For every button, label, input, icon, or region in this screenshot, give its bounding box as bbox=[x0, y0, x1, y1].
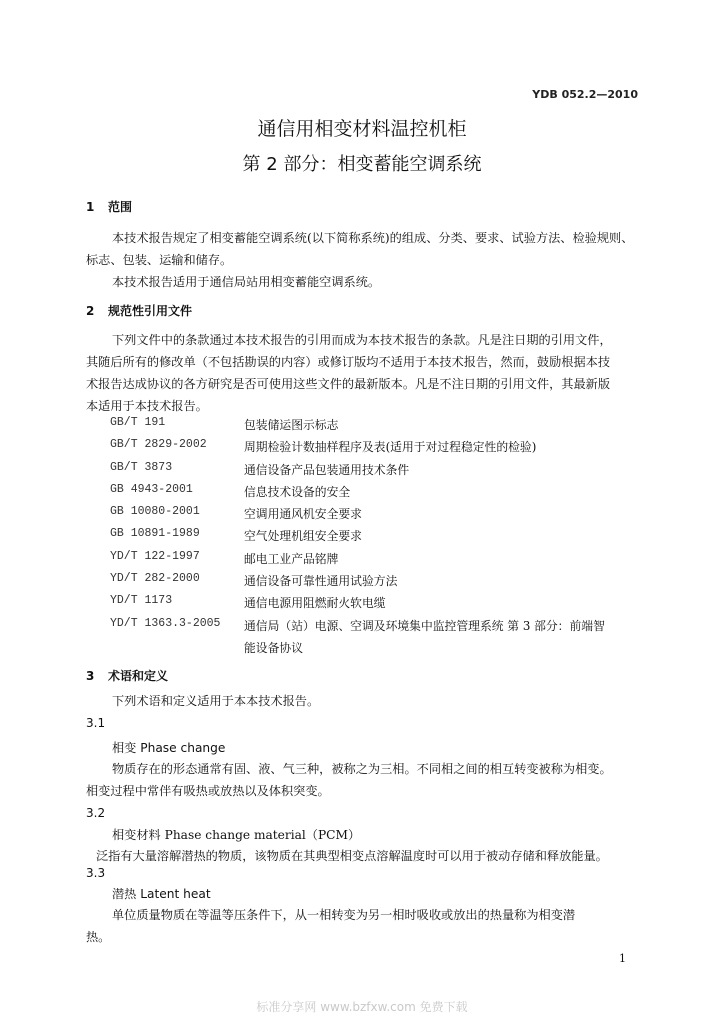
term-definition bbox=[86, 758, 642, 802]
reference-name: 空调用通风机安全要求 bbox=[244, 507, 362, 522]
scope-line-2: 标志、包装、运输和储存。 bbox=[86, 253, 233, 267]
reference-item bbox=[110, 505, 640, 527]
reference-item bbox=[110, 461, 640, 483]
definition-line: 物质存在的形态通常有固、液、气三种，被称之为三相。不同相之间的相互转变被称为相变。 bbox=[112, 762, 612, 776]
term-title: 潜热 Latent heat bbox=[112, 887, 211, 901]
watermark: 标准分享网 www.bzfxw.com 免费下载 bbox=[256, 1000, 468, 1014]
reference-name: 通信设备产品包装通用技术条件 bbox=[244, 462, 410, 477]
reference-item bbox=[110, 527, 640, 549]
scope-applicability: 本技术报告适用于通信局站用相变蓄能空调系统。 bbox=[112, 275, 381, 289]
term-title: 相变 Phase change bbox=[112, 741, 226, 755]
reference-item bbox=[110, 483, 640, 505]
reference-code: YD/T 122-1997 bbox=[110, 549, 200, 563]
section-title: 规范性引用文件 bbox=[108, 304, 193, 318]
reference-name: 信息技术设备的安全 bbox=[244, 484, 351, 499]
reference-item bbox=[110, 617, 640, 639]
definition-line: 单位质量物质在等温等压条件下，从一相转变为另一相时吸收或放出的热量称为相变潜 bbox=[112, 908, 576, 922]
section-number: 3 bbox=[86, 669, 95, 683]
reference-code: GB 4943-2001 bbox=[110, 482, 193, 496]
normative-line-1: 下列文件中的条款通过本技术报告的引用而成为本技术报告的条款。凡是注日期的引用文件， bbox=[112, 333, 612, 347]
term-definition bbox=[86, 904, 642, 948]
terms-intro bbox=[86, 690, 642, 712]
terms-intro-text: 下列术语和定义适用于本本技术报告。 bbox=[112, 694, 320, 708]
reference-item bbox=[110, 438, 640, 460]
reference-item-continuation bbox=[110, 639, 640, 661]
reference-name: 通信局（站）电源、空调及环境集中监控管理系统 第 3 部分：前端智 bbox=[244, 618, 605, 633]
clause-number: 3.3 bbox=[86, 866, 106, 880]
reference-name: 邮电工业产品铭牌 bbox=[244, 551, 339, 566]
document-title: 通信用相变材料温控机柜 bbox=[257, 118, 467, 140]
normative-paragraph bbox=[86, 329, 642, 417]
definition-line: 热。 bbox=[86, 930, 111, 944]
term-definition bbox=[96, 845, 656, 867]
reference-code: GB/T 3873 bbox=[110, 460, 173, 474]
normative-line-2: 其随后所有的修改单（不包括勘误的内容）或修订版均不适用于本技术报告，然而，鼓励根据本技 bbox=[86, 355, 611, 369]
standard-code: YDB 052.2—2010 bbox=[532, 88, 638, 101]
section-number: 2 bbox=[86, 304, 95, 318]
definition-line: 泛指有大量溶解潜热的物质，该物质在其典型相变点溶解温度时可以用于被动存储和释放能量。 bbox=[96, 849, 608, 863]
section-heading-scope bbox=[86, 198, 132, 215]
reference-code: GB/T 2829-2002 bbox=[110, 438, 207, 452]
document-subtitle: 第 2 部分：相变蓄能空调系统 bbox=[242, 154, 482, 175]
reference-item bbox=[110, 572, 640, 594]
page-number: 1 bbox=[619, 952, 626, 965]
reference-code: YD/T 1363.3-2005 bbox=[110, 616, 221, 630]
reference-code: GB 10080-2001 bbox=[110, 505, 200, 519]
reference-code: YD/T 282-2000 bbox=[110, 572, 200, 586]
section-heading-terms bbox=[86, 667, 168, 684]
scope-line-1: 本技术报告规定了相变蓄能空调系统(以下简称系统)的组成、分类、要求、试验方法、检验规则、 bbox=[112, 231, 634, 245]
reference-list bbox=[110, 416, 640, 661]
reference-name: 通信电源用阻燃耐火软电缆 bbox=[244, 596, 386, 611]
term-title: 相变材料 Phase change material（PCM） bbox=[112, 828, 361, 842]
clause-number: 3.2 bbox=[86, 806, 106, 820]
reference-name: 通信设备可靠性通用试验方法 bbox=[244, 574, 398, 589]
reference-code: GB 10891-1989 bbox=[110, 527, 200, 541]
section-number: 1 bbox=[86, 200, 95, 214]
reference-code: YD/T 1173 bbox=[110, 594, 173, 608]
reference-item bbox=[110, 594, 640, 616]
reference-item bbox=[110, 416, 640, 438]
reference-name-continuation: 能设备协议 bbox=[244, 640, 303, 655]
reference-item bbox=[110, 550, 640, 572]
normative-line-3: 术报告达成协议的各方研究是否可使用这些文件的最新版本。凡是不注日期的引用文件，其最新版 bbox=[86, 377, 611, 391]
section-title: 范围 bbox=[108, 200, 133, 214]
scope-paragraph bbox=[86, 227, 642, 293]
normative-line-4: 本适用于本技术报告。 bbox=[86, 399, 208, 413]
section-title: 术语和定义 bbox=[108, 669, 169, 683]
section-heading-normative bbox=[86, 302, 192, 319]
reference-name: 包装储运图示标志 bbox=[244, 418, 339, 432]
reference-code: GB/T 191 bbox=[110, 416, 166, 429]
reference-name: 空气处理机组安全要求 bbox=[244, 529, 362, 544]
reference-name: 周期检验计数抽样程序及表(适用于对过程稳定性的检验) bbox=[244, 440, 537, 455]
definition-line: 相变过程中常伴有吸热或放热以及体积突变。 bbox=[86, 784, 330, 798]
clause-number: 3.1 bbox=[86, 716, 106, 730]
